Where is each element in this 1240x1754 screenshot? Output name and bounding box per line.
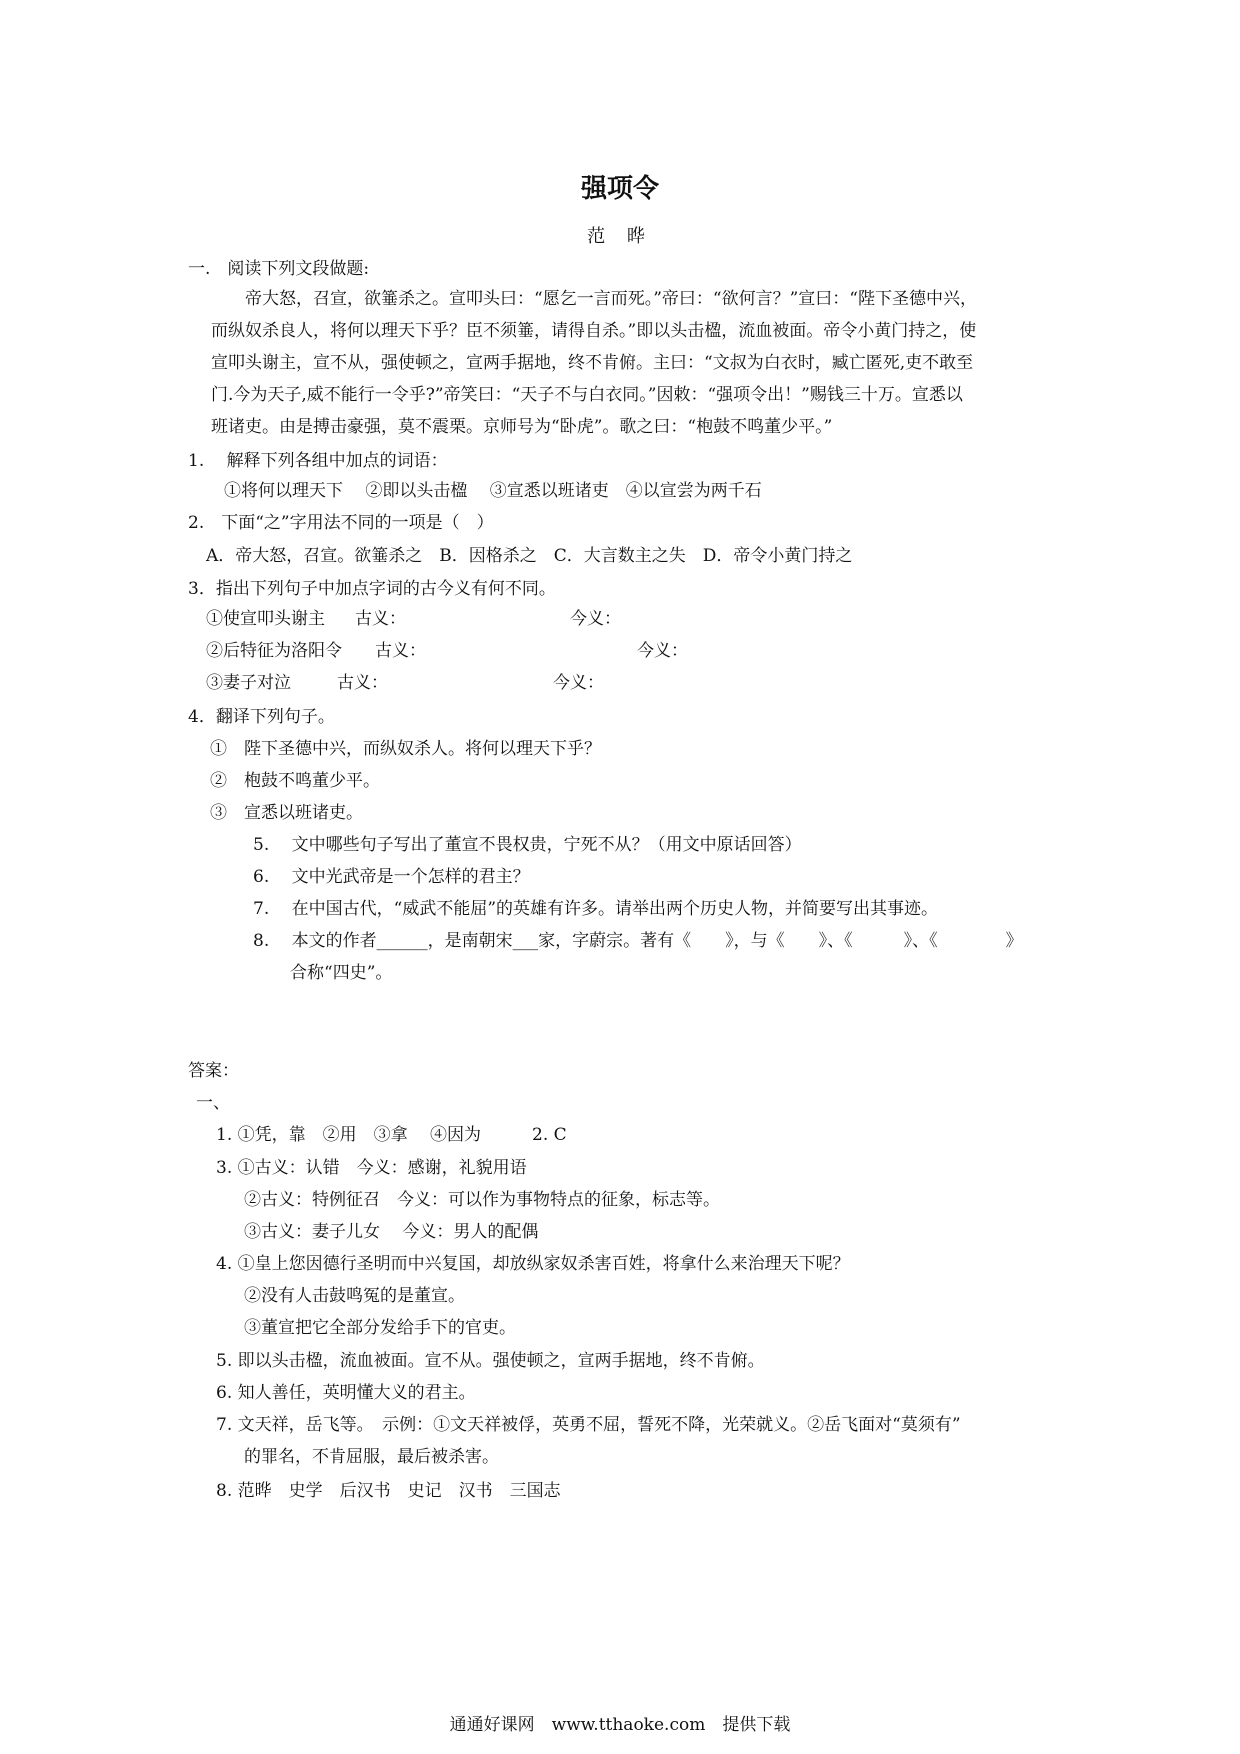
answer-3: ②古义：特例征召 今义：可以作为事物特点的征象，标志等。 [244, 1190, 720, 1210]
answer-4: 4. ①皇上您因德行圣明而中兴复国，却放纵家奴杀害百姓，将拿什么来治理天下呢？ [216, 1254, 850, 1274]
q3-row-gu: 古义： [375, 641, 426, 661]
passage-line: 班诸吏。由是搏击豪强，莫不震栗。京师号为“卧虎”。歌之曰：“枹鼓不鸣董少平。” [211, 417, 833, 437]
question-8-line2: 合称“四史”。 [290, 963, 393, 983]
answers-sub: 一、 [196, 1093, 230, 1113]
answer-1-2: 1. ①凭，靠 ②用 ③拿 ④因为 2. C [216, 1125, 567, 1145]
answer-4: ③董宣把它全部分发给手下的官吏。 [244, 1318, 516, 1338]
q3-row-phrase: ①使宣叩头谢主 [206, 609, 325, 629]
question-1-label: 1. 解释下列各组中加点的词语： [188, 451, 448, 471]
question-7: 7. 在中国古代，“威武不能屈”的英雄有许多。请举出两个历史人物，并简要写出其事迹。 [253, 899, 939, 919]
q3-row-gu: 古义： [355, 609, 406, 629]
footer: 通通好课网 www.tthaoke.com 提供下载 [449, 1715, 791, 1735]
answer-7: 的罪名，不肯屈服，最后被杀害。 [244, 1447, 499, 1467]
question-1-items: ①将何以理天下 ②即以头击楹 ③宣悉以班诸吏 ④以宣尝为两千石 [224, 481, 762, 501]
question-2-options: A．帝大怒，召宣。欲箠杀之 B．因格杀之 C．大言数主之失 D．帝令小黄门持之 [206, 546, 853, 566]
answer-4: ②没有人击鼓鸣冤的是董宣。 [244, 1286, 465, 1306]
answer-5: 5. 即以头击楹，流血被面。宣不从。强使顿之，宣两手据地，终不肯俯。 [216, 1351, 765, 1371]
q3-row-phrase: ②后特征为洛阳令 [206, 641, 342, 661]
q4-item: ① 陛下圣德中兴，而纵奴杀人。将何以理天下乎？ [210, 739, 601, 759]
q3-row-jin: 今义： [570, 609, 621, 629]
q4-item: ② 枹鼓不鸣董少平。 [210, 771, 380, 791]
question-3-label: 3．指出下列句子中加点字词的古今义有何不同。 [188, 579, 556, 599]
passage-line: 宣叩头谢主，宣不从，强使顿之，宣两手据地，终不肯俯。主曰：“文叔为白衣时，臧亡匿死,吏不敢至 [211, 353, 974, 373]
author-name: 范 晔 [587, 226, 653, 247]
question-6: 6. 文中光武帝是一个怎样的君主？ [253, 867, 530, 887]
answers-heading: 答案： [188, 1061, 239, 1081]
question-2-label: 2. 下面“之”字用法不同的一项是（ ） [188, 513, 494, 533]
answer-7: 7. 文天祥，岳飞等。 示例：①文天祥被俘，英勇不屈，誓死不降，光荣就义。②岳飞面对“莫须有” [216, 1415, 961, 1435]
answer-8: 8. 范晔 史学 后汉书 史记 汉书 三国志 [216, 1481, 561, 1501]
q3-row-jin: 今义： [553, 673, 604, 693]
answer-3: ③古义：妻子儿女 今义：男人的配偶 [244, 1222, 539, 1242]
question-5: 5. 文中哪些句子写出了董宣不畏权贵，宁死不从？（用文中原话回答） [253, 835, 802, 855]
question-8-line1: 8. 本文的作者______，是南朝宋___家，字蔚宗。著有《 》，与《 》、《 》、《 》 [253, 931, 1023, 951]
passage-line: 门.今为天子,威不能行一令乎?”帝笑曰：“天子不与白衣同。”因敕：“强项令出！”赐钱三十万。宣悉以 [211, 385, 963, 405]
passage-line: 帝大怒，召宣，欲箠杀之。宣叩头曰：“愿乞一言而死。”帝曰：“欲何言？”宣曰：“陛下圣德中兴， [245, 289, 977, 309]
passage-line: 而纵奴杀良人，将何以理天下乎？臣不须箠，请得自杀。”即以头击楹，流血被面。帝令小黄门持之，使 [211, 321, 977, 341]
question-4-label: 4．翻译下列句子。 [188, 707, 335, 727]
q3-row-jin: 今义： [637, 641, 688, 661]
q4-item: ③ 宣悉以班诸吏。 [210, 803, 363, 823]
q3-row-phrase: ③妻子对泣 [206, 673, 291, 693]
answer-3: 3. ①古义：认错 今义：感谢，礼貌用语 [216, 1158, 527, 1178]
section-heading: 一. 阅读下列文段做题: [188, 259, 370, 279]
q3-row-gu: 古义： [337, 673, 388, 693]
document-title: 强项令 [580, 174, 659, 204]
answer-6: 6. 知人善任，英明懂大义的君主。 [216, 1383, 476, 1403]
